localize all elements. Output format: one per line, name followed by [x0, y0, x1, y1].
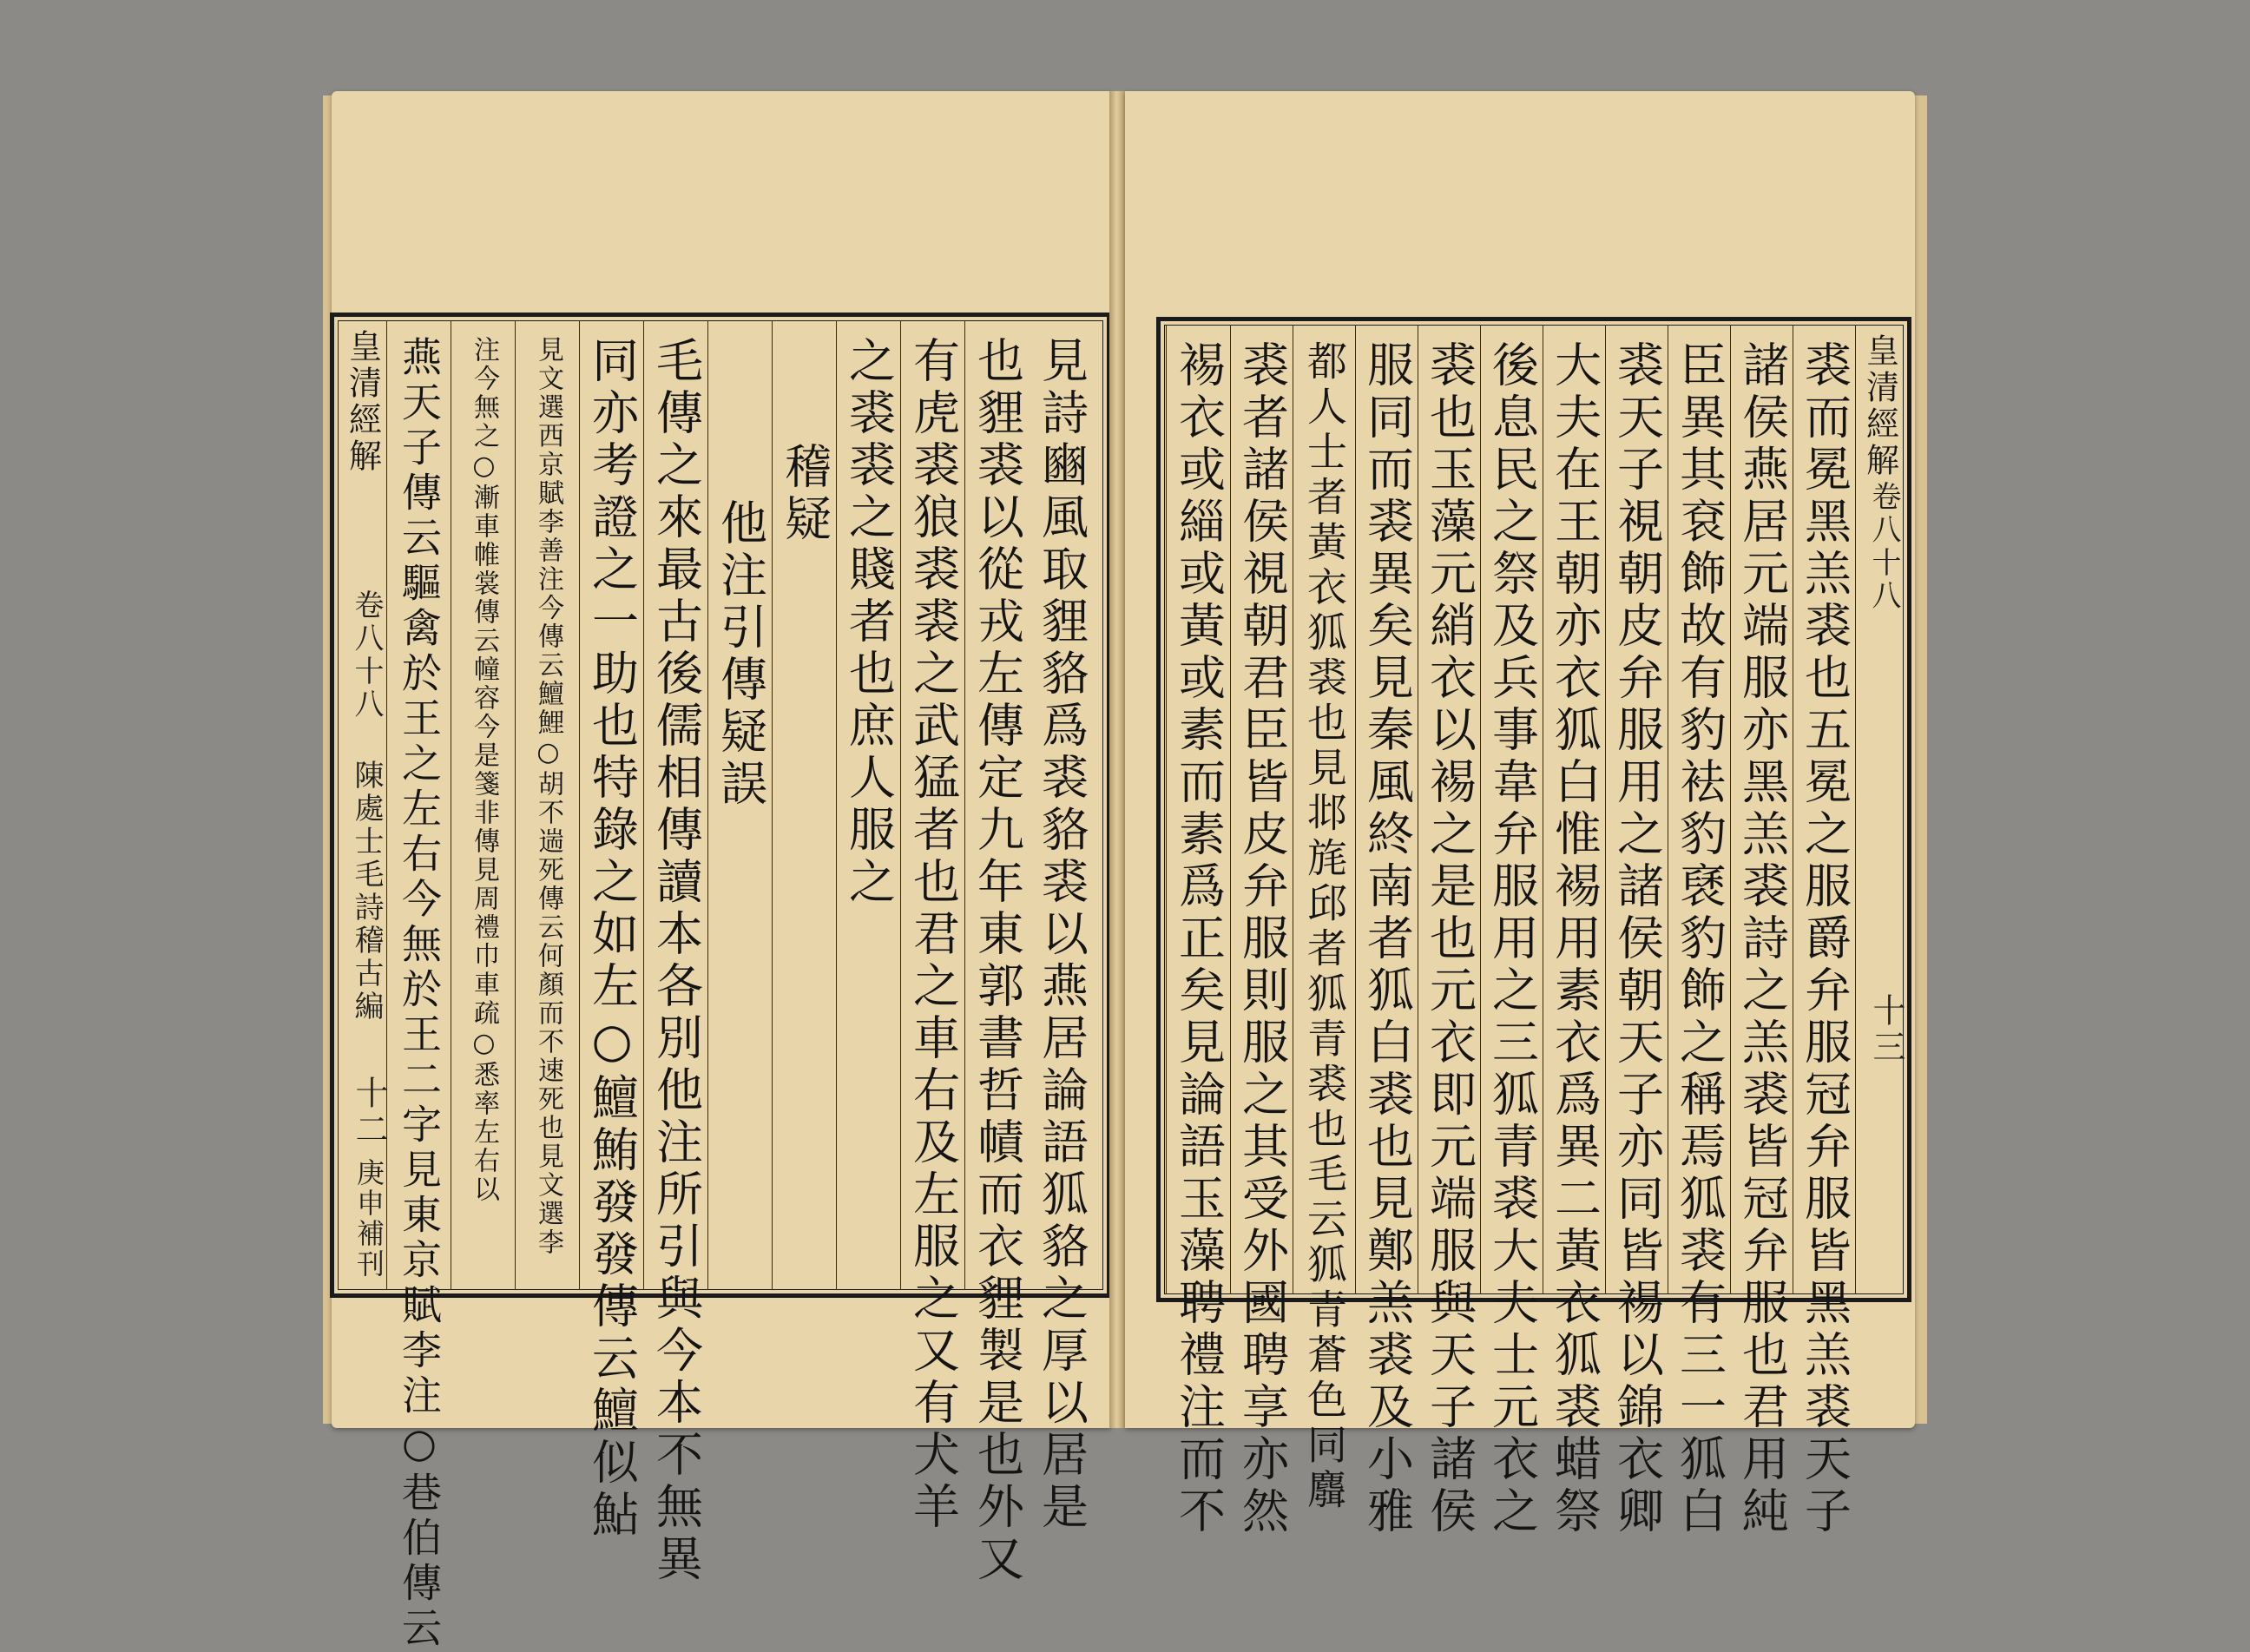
- column-text: 裼衣或緇或黃或素而素爲正矣見論語玉藻聘禮注而不: [1171, 340, 1227, 1538]
- left-column-7: [643, 320, 708, 1586]
- left-text-frame: [330, 313, 1111, 1652]
- book-title: 皇清經解: [1860, 333, 1899, 479]
- left-column-8: [579, 320, 644, 1542]
- right-column-8: [1355, 325, 1418, 1538]
- right-column-11: [1166, 325, 1231, 1538]
- column-text: 後息民之祭及兵事韋弁服用之三狐青裘大夫士元衣之: [1484, 340, 1540, 1538]
- left-banner-column: [338, 320, 387, 1290]
- subsection-heading: 他注引傳疑誤: [713, 498, 768, 811]
- column-text: 都人士者黃衣狐裘也見邶旄邱者狐青裘也毛云狐青蒼色同麛: [1301, 340, 1348, 1514]
- right-column-5: [1543, 325, 1606, 1538]
- left-column-6: [707, 320, 773, 1290]
- right-banner-column: [1855, 325, 1905, 1294]
- column-text: 大夫在王朝亦衣狐白惟裼用素衣爲異二黃衣狐裘蜡祭: [1547, 340, 1602, 1538]
- left-column-11: [386, 320, 451, 1652]
- column-text: 裘也玉藻元綃衣以裼之是也元衣即元端服與天子諸侯: [1422, 340, 1477, 1538]
- right-column-2: [1730, 325, 1793, 1538]
- section-heading: 稽疑: [777, 442, 832, 546]
- left-column-10: [451, 320, 516, 1290]
- left-page: [332, 91, 1111, 1652]
- book-gutter: [1109, 91, 1127, 1428]
- column-text: 諸侯燕居元端服亦黑羔裘詩之羔裘皆冠弁服也君用純: [1734, 340, 1790, 1538]
- column-text: 之裘裘之賤者也庶人服之: [841, 336, 897, 909]
- volume-title: 卷八十八: [1866, 481, 1901, 613]
- column-text-annotation: 注今無之○漸車帷裳傳云幢容今是箋非傳見周禮巾車疏○悉率左右以: [469, 336, 499, 1204]
- folio-number: 十二: [350, 1076, 388, 1149]
- column-text: 同亦考證之一助也特錄之如左○鱣鮪發發傳云鱣似鮎: [584, 336, 640, 1542]
- column-text: 服同而裘異矣見秦風終南者狐白裘也見鄭羔裘及小雅: [1359, 340, 1415, 1538]
- left-column-1: [1029, 320, 1095, 1534]
- right-column-6: [1480, 325, 1543, 1538]
- right-column-3: [1668, 325, 1731, 1538]
- left-column-4: [836, 320, 901, 1290]
- right-column-4: [1605, 325, 1668, 1538]
- left-column-3: [900, 320, 965, 1534]
- left-column-9: [515, 320, 580, 1290]
- right-column-9: [1293, 325, 1356, 1514]
- column-text: 裘者諸侯視朝君臣皆皮弁服則服之其受外國聘享亦然: [1234, 340, 1290, 1538]
- column-text: 見詩豳風取貍貉爲裘貉裘以燕居論語狐貉之厚以居是: [1034, 336, 1089, 1534]
- right-text-frame: [1156, 317, 1911, 1538]
- right-column-7: [1418, 325, 1481, 1538]
- column-text: 也貍裘以從戎左傳定九年東郭書哲幘而衣貍製是也外又: [970, 336, 1025, 1586]
- book-title: 皇清經解: [343, 329, 382, 475]
- column-text: 毛傳之來最古後儒相傳讀本各別他注所引與今本不無異: [648, 336, 704, 1586]
- volume-title: 卷八十八 陳處士毛詩稽古編: [349, 589, 384, 1023]
- column-text-annotation: 見文選西京賦李善注今傳云鱣鯉○胡不遄死傳云何顏而不速死也見文選李: [533, 336, 563, 1257]
- column-text: 裘天子視朝皮弁服用之諸侯朝天子亦同皆裼以錦衣卿: [1609, 340, 1665, 1538]
- right-column-10: [1230, 325, 1293, 1538]
- right-column-1: [1793, 325, 1856, 1538]
- column-text: 燕天子傳云驅禽於王之左右今無於王二字見東京賦李注○巷伯傳云: [396, 336, 443, 1652]
- column-text: 裘而冕黑羔裘也五冕之服爵弁服冠弁服皆黑羔裘天子: [1797, 340, 1852, 1538]
- left-column-2: [964, 320, 1030, 1586]
- footer-note: 庚申補刊: [352, 1158, 385, 1280]
- folio-number: 十三: [1867, 993, 1905, 1066]
- column-text: 有虎裘狼裘裘之武猛者也君之車右及左服之又有犬羊: [905, 336, 961, 1534]
- right-page: [1125, 91, 1915, 1538]
- page-stack-right-edge: [1913, 95, 1927, 1424]
- column-text: 臣異其袞飾故有豹袪豹褎豹飾之稱焉狐裘有三一狐白: [1672, 340, 1727, 1538]
- left-column-5: [772, 320, 837, 1290]
